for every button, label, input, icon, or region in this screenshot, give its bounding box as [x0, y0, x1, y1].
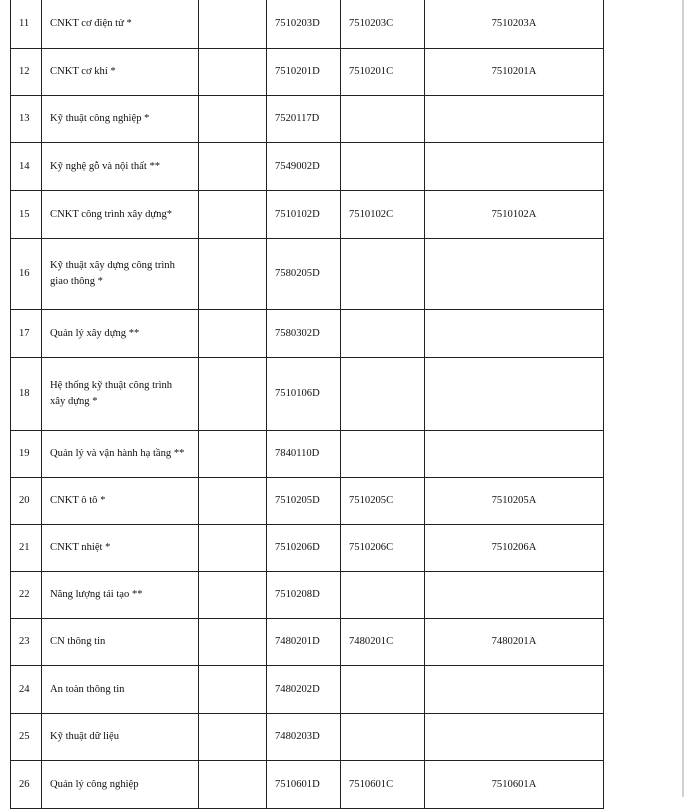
code-d: 7510208D — [267, 572, 341, 619]
program-name: Quản lý và vận hành hạ tầng ** — [42, 431, 199, 478]
code-c — [341, 310, 425, 358]
empty-cell — [199, 358, 267, 431]
code-a — [425, 310, 604, 358]
row-number: 25 — [11, 714, 42, 761]
code-a — [425, 358, 604, 431]
code-d: 7480201D — [267, 619, 341, 666]
code-a — [425, 572, 604, 619]
row-number: 19 — [11, 431, 42, 478]
empty-cell — [199, 666, 267, 714]
code-d: 7510203D — [267, 0, 341, 49]
empty-cell — [199, 310, 267, 358]
code-a — [425, 431, 604, 478]
empty-cell — [199, 239, 267, 310]
code-c: 7510102C — [341, 191, 425, 239]
program-code-table — [10, 0, 604, 809]
code-c — [341, 714, 425, 761]
table-row — [11, 761, 604, 809]
table-row — [11, 0, 604, 49]
code-d: 7549002D — [267, 143, 341, 191]
empty-cell — [199, 478, 267, 525]
code-a: 7480201A — [425, 619, 604, 666]
code-d: 7510206D — [267, 525, 341, 572]
table-row — [11, 619, 604, 666]
row-number: 11 — [11, 0, 42, 49]
program-name: Kỹ thuật công nghiệp * — [42, 96, 199, 143]
code-c — [341, 143, 425, 191]
code-d: 7580205D — [267, 239, 341, 310]
code-c — [341, 572, 425, 619]
row-number: 17 — [11, 310, 42, 358]
empty-cell — [199, 525, 267, 572]
table-row — [11, 143, 604, 191]
code-c — [341, 239, 425, 310]
code-a: 7510205A — [425, 478, 604, 525]
table-row — [11, 358, 604, 431]
code-c: 7510206C — [341, 525, 425, 572]
table-row — [11, 478, 604, 525]
empty-cell — [199, 191, 267, 239]
table-row — [11, 666, 604, 714]
code-a — [425, 96, 604, 143]
table-row — [11, 714, 604, 761]
code-d: 7510102D — [267, 191, 341, 239]
program-name: Hệ thống kỹ thuật công trình xây dựng * — [42, 358, 199, 431]
code-d: 7580302D — [267, 310, 341, 358]
program-name: Kỹ thuật xây dựng công trình giao thông * — [42, 239, 199, 310]
program-name: CNKT nhiệt * — [42, 525, 199, 572]
row-number: 16 — [11, 239, 42, 310]
empty-cell — [199, 572, 267, 619]
empty-cell — [199, 49, 267, 96]
code-c — [341, 431, 425, 478]
program-name: An toàn thông tin — [42, 666, 199, 714]
code-d: 7480202D — [267, 666, 341, 714]
empty-cell — [199, 431, 267, 478]
row-number: 26 — [11, 761, 42, 809]
empty-cell — [199, 761, 267, 809]
program-name: CN thông tin — [42, 619, 199, 666]
table-row — [11, 49, 604, 96]
code-c — [341, 96, 425, 143]
code-d: 7480203D — [267, 714, 341, 761]
table-row — [11, 572, 604, 619]
code-d: 7510205D — [267, 478, 341, 525]
code-a: 7510203A — [425, 0, 604, 49]
row-number: 18 — [11, 358, 42, 431]
code-c: 7510201C — [341, 49, 425, 96]
code-d: 7510201D — [267, 49, 341, 96]
table-row — [11, 96, 604, 143]
code-c — [341, 666, 425, 714]
row-number: 23 — [11, 619, 42, 666]
table-row — [11, 431, 604, 478]
row-number: 14 — [11, 143, 42, 191]
row-number: 20 — [11, 478, 42, 525]
code-a: 7510601A — [425, 761, 604, 809]
empty-cell — [199, 96, 267, 143]
code-d: 7510601D — [267, 761, 341, 809]
program-name: CNKT ô tô * — [42, 478, 199, 525]
empty-cell — [199, 714, 267, 761]
empty-cell — [199, 619, 267, 666]
program-name: Kỹ thuật dữ liệu — [42, 714, 199, 761]
code-c — [341, 358, 425, 431]
code-a — [425, 143, 604, 191]
program-name: CNKT cơ điện tử * — [42, 0, 199, 49]
code-a — [425, 666, 604, 714]
row-number: 22 — [11, 572, 42, 619]
row-number: 21 — [11, 525, 42, 572]
code-a: 7510201A — [425, 49, 604, 96]
row-number: 13 — [11, 96, 42, 143]
code-a — [425, 239, 604, 310]
row-number: 12 — [11, 49, 42, 96]
table-row — [11, 310, 604, 358]
program-name: Quản lý xây dựng ** — [42, 310, 199, 358]
code-d: 7840110D — [267, 431, 341, 478]
code-c: 7510203C — [341, 0, 425, 49]
table-row — [11, 239, 604, 310]
table-row — [11, 525, 604, 572]
code-a: 7510102A — [425, 191, 604, 239]
program-name: CNKT công trình xây dựng* — [42, 191, 199, 239]
code-d: 7510106D — [267, 358, 341, 431]
empty-cell — [199, 143, 267, 191]
code-d: 7520117D — [267, 96, 341, 143]
program-name: Quản lý công nghiệp — [42, 761, 199, 809]
empty-cell — [199, 0, 267, 49]
row-number: 24 — [11, 666, 42, 714]
code-a — [425, 714, 604, 761]
table-row — [11, 191, 604, 239]
code-c: 7480201C — [341, 619, 425, 666]
program-name: Năng lượng tái tạo ** — [42, 572, 199, 619]
code-c: 7510205C — [341, 478, 425, 525]
code-a: 7510206A — [425, 525, 604, 572]
program-name: CNKT cơ khí * — [42, 49, 199, 96]
code-c: 7510601C — [341, 761, 425, 809]
program-name: Kỹ nghệ gỗ và nội thất ** — [42, 143, 199, 191]
row-number: 15 — [11, 191, 42, 239]
